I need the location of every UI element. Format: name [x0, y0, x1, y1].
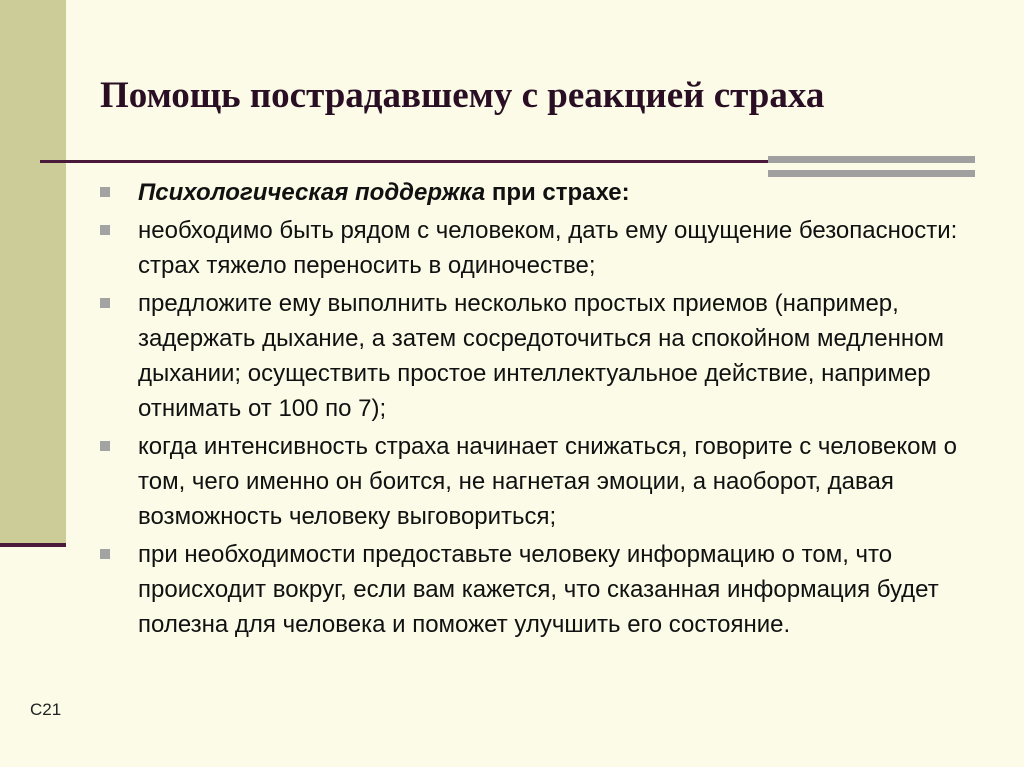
left-decorative-bar: [0, 0, 66, 546]
square-bullet-icon: [100, 187, 110, 197]
left-bar-accent-line: [0, 543, 66, 547]
square-bullet-icon: [100, 225, 110, 235]
bullet-item: [98, 175, 978, 210]
bullet-text: когда интенсивность страха начинает снижаться, говорите с человеком о том, чего именно он боится, не нагнетая эмоции, а наоборот, давая возможность человеку выговориться;: [138, 433, 958, 530]
bullet-text: предложите ему выполнить несколько простых приемов (например, задержать дыхание, а затем сосредоточиться на спокойном медленном дыхании; осуществить простое интеллектуальное действие, например отнимать от 100 по 7);: [138, 290, 945, 422]
slide-number: С21: [30, 700, 62, 719]
bullet-item: [98, 213, 978, 283]
bullet-list: [98, 175, 978, 645]
square-bullet-icon: [100, 441, 110, 451]
divider-stripe-top: [768, 156, 975, 163]
bullet-item: [98, 286, 978, 426]
square-bullet-icon: [100, 298, 110, 308]
square-bullet-icon: [100, 549, 110, 559]
bullet-item: [98, 537, 978, 642]
bullet-lead-bold: при страхе:: [485, 179, 630, 206]
bullet-text: необходимо быть рядом с человеком, дать ему ощущение безопасности: страх тяжело переносить в одиночестве;: [138, 217, 958, 279]
bullet-text: при необходимости предоставьте человеку информацию о том, что происходит вокруг, если вам кажется, что сказанная информация будет полезна для человека и поможет улучшить его состояние.: [138, 541, 939, 638]
slide-title: Помощь пострадавшему с реакцией страха: [100, 75, 825, 116]
bullet-lead-italic: Психологическая поддержка: [138, 179, 486, 206]
bullet-item: [98, 429, 978, 534]
